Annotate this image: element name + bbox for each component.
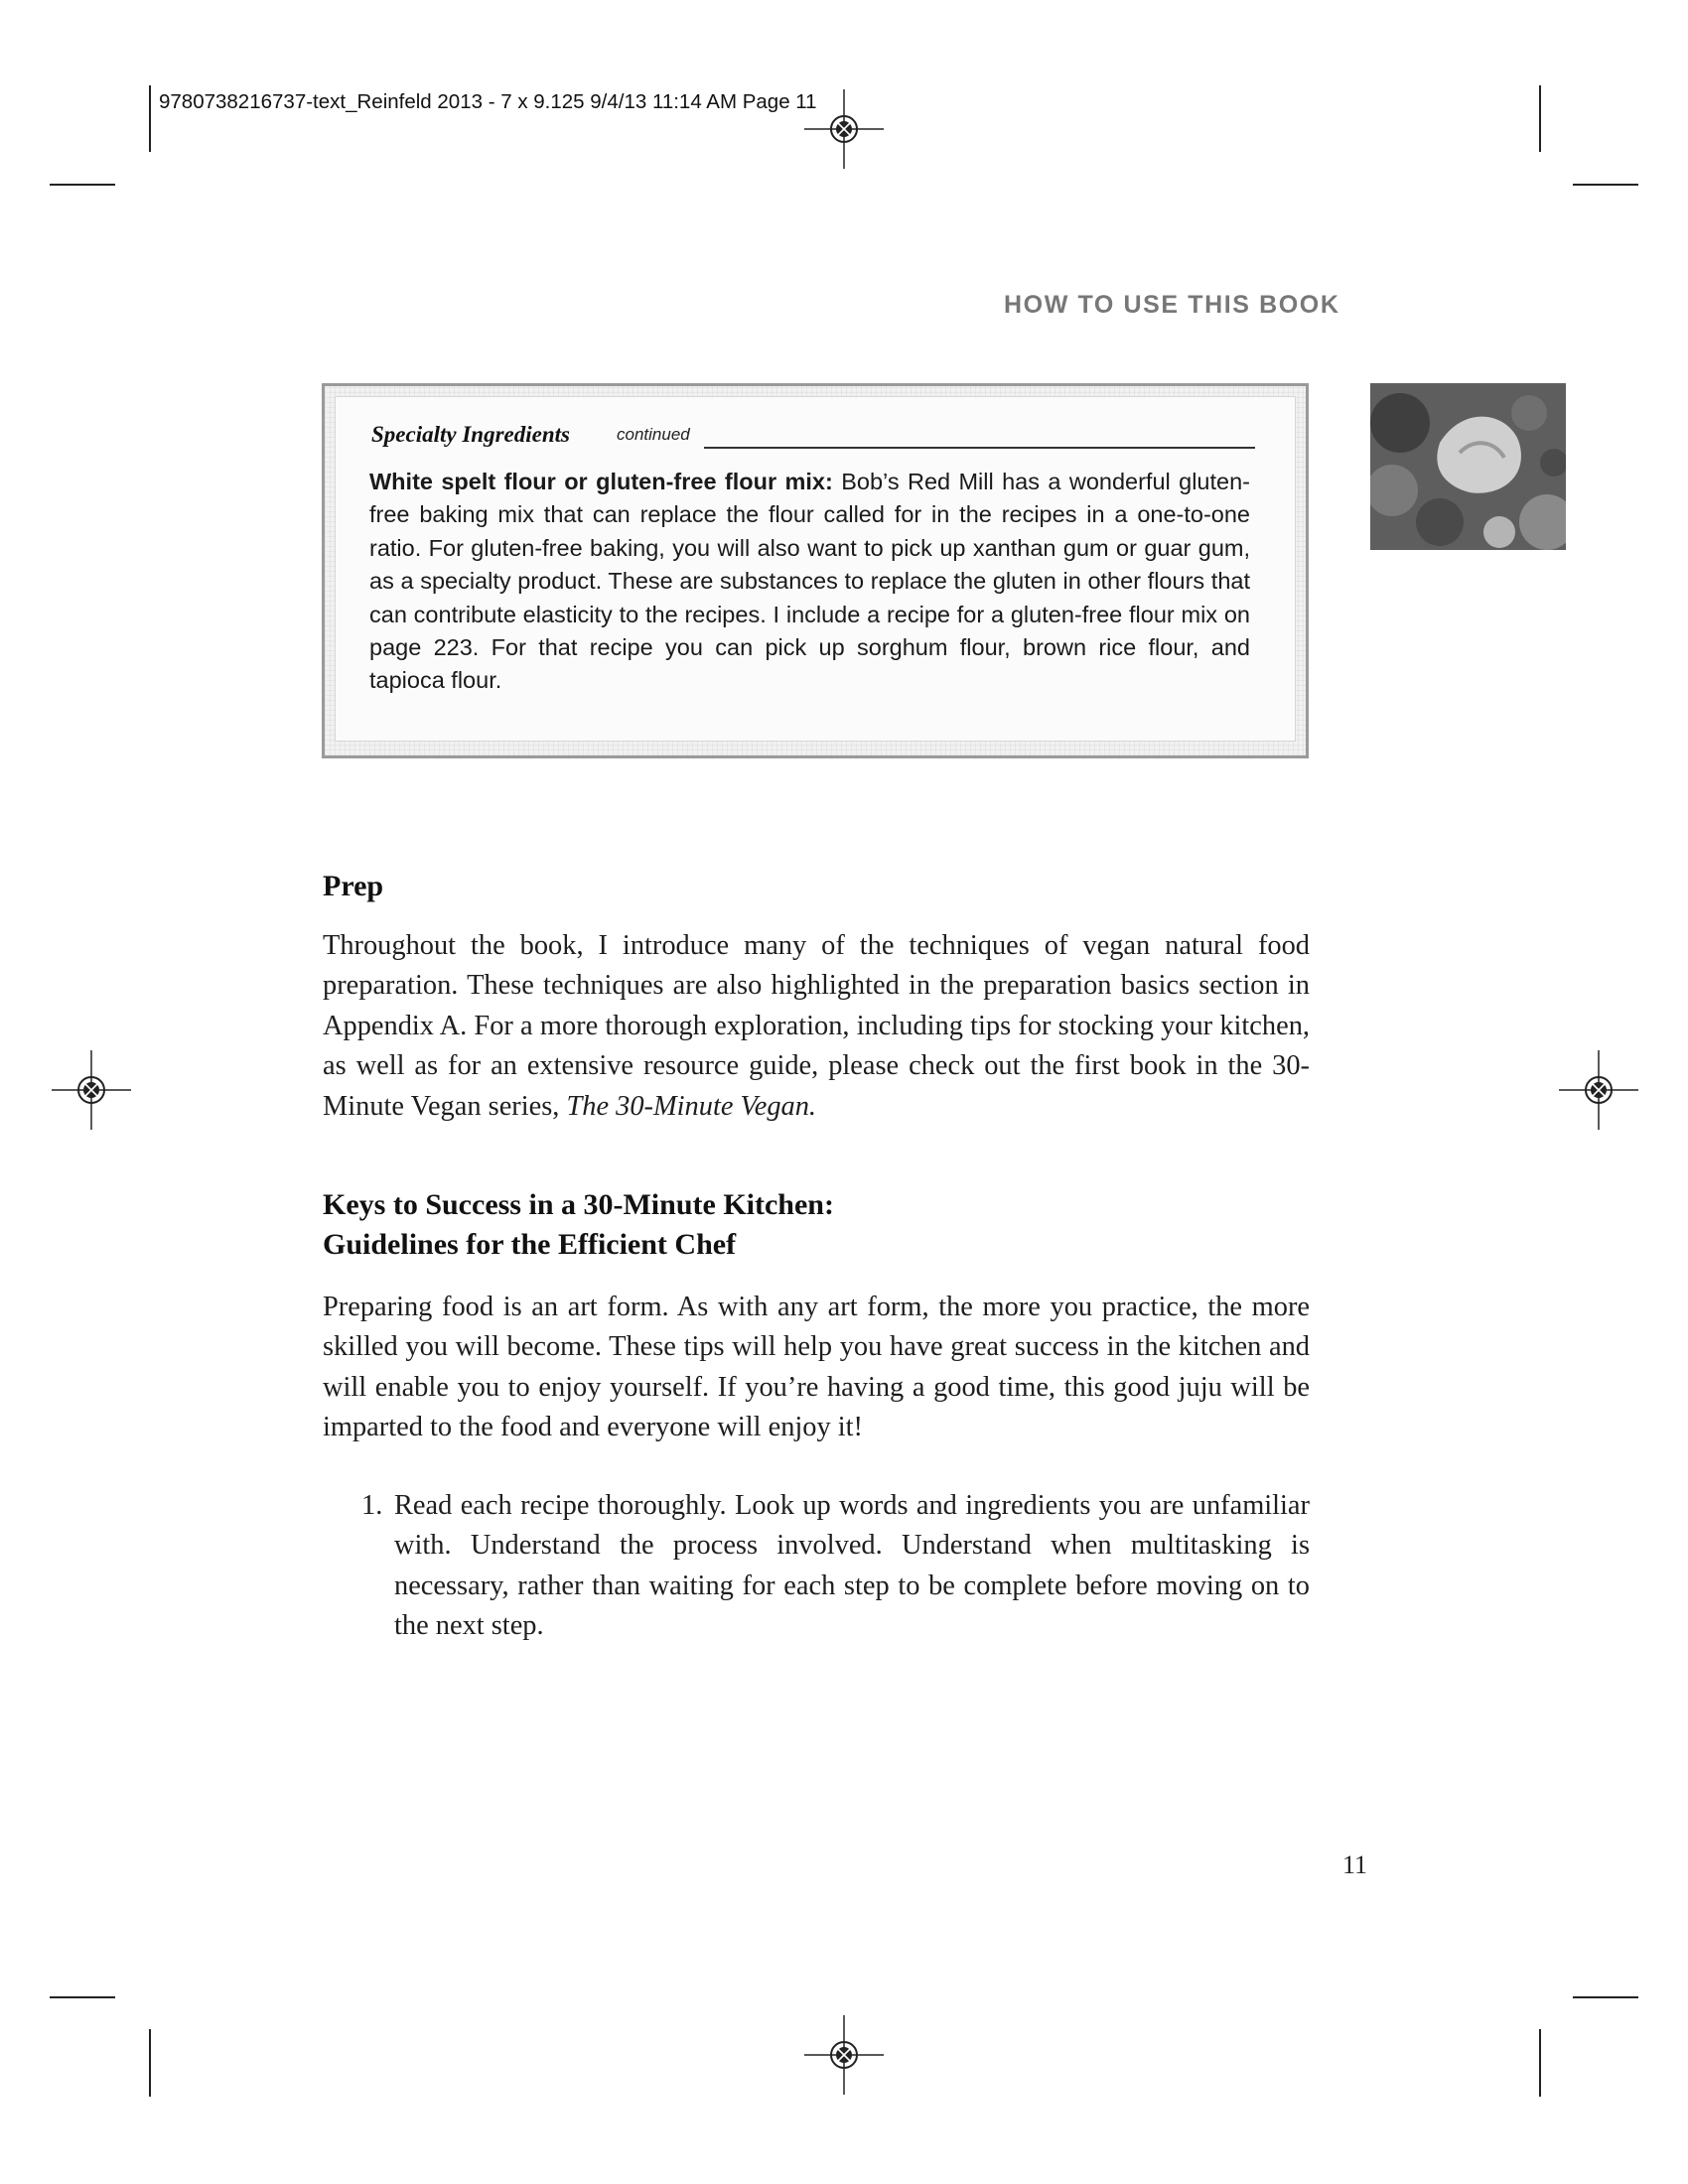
- registration-mark-icon: [1559, 1050, 1638, 1130]
- specialty-ingredients-sidebar: [322, 383, 1309, 758]
- page-number: 11: [1342, 1850, 1368, 1879]
- keys-heading-line1: Keys to Success in a 30-Minute Kitchen:: [323, 1188, 834, 1221]
- sidebar-continued-label: continued: [617, 425, 690, 444]
- sidebar-term: White spelt flour or gluten-free flour mix:: [369, 469, 833, 494]
- crop-mark: [1573, 184, 1638, 186]
- sidebar-text: Bob’s Red Mill has a wonderful gluten-free baking mix that can replace the flour called for in the recipes in a one-to-one ratio. For gluten-free baking, you will also want to pick up xanthan gum or guar gum, as a specialty product. These are substances to replace the gluten in other flours that can contribute elasticity to the recipes. I include a recipe for a gluten-free flour mix on page 223. For that recipe you can pick up sorghum flour, brown rice flour, and tapioca flour.: [369, 469, 1250, 694]
- crop-mark: [50, 184, 115, 186]
- prep-paragraph: [323, 926, 1310, 1127]
- crop-mark: [149, 2029, 151, 2097]
- sidebar-title: Specialty Ingredients: [371, 422, 570, 447]
- crop-mark: [1539, 85, 1541, 152]
- crop-mark: [1573, 1996, 1638, 1998]
- registration-mark-icon: [52, 1050, 131, 1130]
- keys-heading-line2: Guidelines for the Efficient Chef: [323, 1228, 737, 1261]
- slug-line: 9780738216737-text_Reinfeld 2013 - 7 x 9.125 9/4/13 11:14 AM Page 11: [159, 90, 817, 113]
- sidebar-title-rule: [704, 447, 1255, 449]
- crop-mark: [50, 1996, 115, 1998]
- keys-heading: [323, 1185, 834, 1265]
- sidebar-body: [369, 466, 1250, 698]
- food-photo: [1370, 383, 1566, 550]
- list-number: 1.: [361, 1490, 383, 1521]
- keys-paragraph: Preparing food is an art form. As with any art form, the more you practice, the more skilled you will become. These tips will help you have great success in the kitchen and will enable you to enjoy yourself. If you’re having a good time, this good juju will be imparted to the food and everyone will enjoy it!: [323, 1292, 1310, 1443]
- registration-mark-icon: [804, 89, 884, 169]
- crop-mark: [149, 85, 151, 152]
- list-item: Read each recipe thoroughly. Look up words and ingredients you are unfamiliar with. Understand the process involved. Understand when multitasking is necessary, rather than waiting for each step to be complete before moving on to the next step.: [394, 1490, 1310, 1642]
- sidebar-title-row: [371, 422, 1255, 452]
- crop-mark: [1539, 2029, 1541, 2097]
- book-title: The 30-Minute Vegan.: [566, 1090, 817, 1122]
- vegetables-image-icon: [1370, 383, 1566, 550]
- running-head: HOW TO USE THIS BOOK: [1004, 291, 1340, 319]
- prep-text: Throughout the book, I introduce many of the techniques of vegan natural food preparation. These techniques are also highlighted in the preparation basics section in Appendix A. For a more thorough exploration, including tips for stocking your kitchen, as well as for an extensive resource guide, please check out the first book in the 30-Minute Vegan series,: [323, 930, 1310, 1122]
- prep-heading: Prep: [323, 870, 384, 902]
- registration-mark-icon: [804, 2015, 884, 2095]
